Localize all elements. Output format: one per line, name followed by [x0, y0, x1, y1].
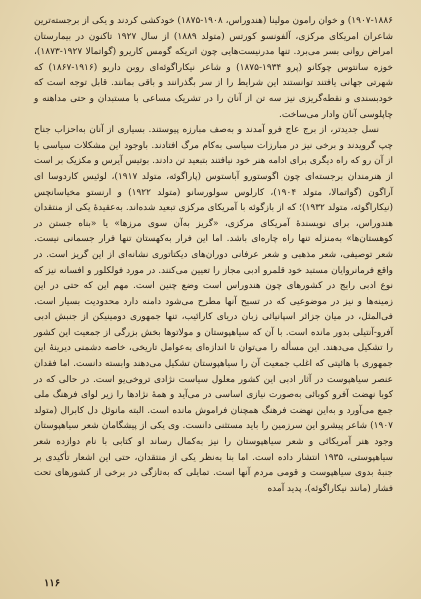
body-text: [34, 14, 393, 497]
page-footer: [0, 575, 421, 589]
page-number: ۱۱۶: [44, 578, 61, 589]
paragraph-2: نسل جدیدتر، از برج عاج فرو آمدند و به‌صف مبارزه پیوستند. بسیاری از آنان به‌احزاب جناح چپ گرویدند و برخی نیز در مبارزات سیاسی به‌کام مرگ افتادند. باوجود این مشکلات سیاسی یا از آن رو که راه دیگری برای ادامه هنر خود نیافتند بتبعید تن دادند. بوتیس آیرس و مکزیک بر است از هنرمندان برجسته‌ای چون اگوستورو آباستوس (پاراگوئه، متولد ۱۹۱۷)، لوئیس کاردوسا ای آراگون (گواتمالا، متولد ۱۹۰۴)، کارلوس سولورسانو (متولد ۱۹۲۲) و ارنستو مخیاسانچس (نیکاراگوئه، متولد ۱۹۳۲)؛ که از بازگوئه با آمریکای مرکزی تبعید شده‌اند. به‌عقیدهٔ یکی از منتقدان هندوراس، برای نویسندهٔ آمریکای مرکزی، «گریز به‌آن سوی مرزها» یا «بناه جستن در کوهستان‌ها» به‌منزله تنها راه چاره‌ای باشد. اما این فرار به‌کهستان تنها فرار جسمانی نیست. شعر توصیفی، شعر مذهبی و شعر عرفانی دوران‌های دیکتاتوری نشانه‌ای از این گریز است. در واقع فرمانروایان مستبد خود قلمرو ادبی مجاز را تعیین می‌کنند. در مورد فولکلور و افسانه نیز که نوع ادبی رایج در کشورهای چون هندوراس است وضع چنین است. مهم این که حتی در این زمینه‌ها و نیز در موضوعیی که در تسیح آنها مطرح می‌شود دامنه دارد محدودیت بسیار است. فی‌المثل، در میان جزائر اسپانیائی زبان دریای کارائیب، تنها جمهوری دومینیکن از جنبش ادبی آفرو-آنتیلی بدور مانده است. با آن که سیاهپوستان و مولاتوها بخش بزرگی از جمعیت این کشور را تشکیل می‌دهند. این مسأله را می‌توان تا اندازه‌ای به‌عوامل تاریخی، خاصه دشمنی دیرینهٔ این جمهوری با هائیتی که اغلب جمعیت آن را سیاهپوستان تشکیل می‌دهند وابسته دانست. اما فقدان عنصر سیاهپوست در آثار ادبی این کشور معلول سیاست نژادی تروخی‌یو است. در حالی که در کوبا نهضت آفرو کوبائی به‌صورت نیازی اساسی در می‌آید و همهٔ نژادها را زیر لوای فرهنگ ملی جمع می‌آورد و به‌این نهضت فرهنگ همچنان فراموش مانده است. البته مانوئل دل کابرال (متولد ۱۹۰۷) شاعر پیشرو این سرزمین را باید مستثنی دانست. وی یکی از پیشگامان شعر سیاهپوستان وجود هنر آمریکائی و شعر سیاهپوستان را نیز به‌کمال رساند او کتابی با نام دوازده شعر سیاهپوستی، ۱۹۳۵ انتشار داده است. اما بنا به‌نظر یکی از منتقدان، حتی این اشعار تأکیدی بر جنبهٔ بدوی سیاهپوست و قومی مردم آنها است. تمایلی که به‌تازگی در برخی از کشورهای تحت فشار (مانند نیکاراگوئه)، پدید آمده: [34, 125, 393, 494]
paragraph-1: ۱۹۰۷-۱۸۸۶) و خوان رامون مولینا (هندوراس، ۱۹۰۸-۱۸۷۵) خودکشی کردند و یکی از برجسته‌ترین شاعران امریکای مرکزی، آلفونسو کورتس (متولد ۱۸۸۹) از سال ۱۹۲۷ تاکنون در بیمارستان امراض روانی بسر می‌برد. تنها مدرنیست‌هایی چون اتریکه گومس کاریرو (گواتمالا ۱۹۲۷-۱۸۷۳)، خوزه سانتوس چوکانو (پرو ۱۹۳۴-۱۸۷۵) و شاعر نیکاراگوئه‌ای روبن داریو (۱۹۱۶-۱۸۶۷) که شهرتی جهانی یافتند توانستند این شرایط را از سر بگذرانند و باقی بمانند. قابل توجه است که خودبسندی و نقطه‌گریزی نیز سه تن از آنان را در تشریک مساعی با مستبدان و حتی مداهنه و چاپلوسی آنان وادار می‌ساخت.: [34, 16, 393, 120]
